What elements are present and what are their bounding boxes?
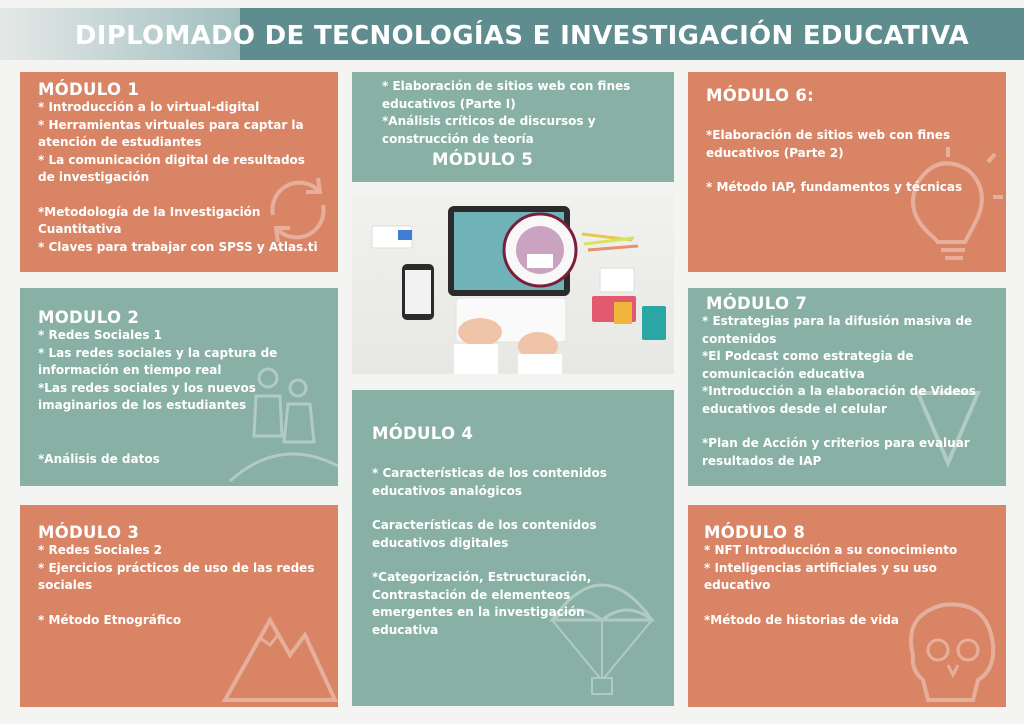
module-4-item: * Características de los contenidos educativos analógicos	[372, 466, 607, 498]
module-3-card	[20, 505, 338, 707]
module-1-item: * Herramientas virtuales para captar la atención de estudiantes	[38, 117, 304, 149]
module-1-heading: MÓDULO 1	[38, 80, 140, 99]
module-5-item: * Elaboración de sitios web con fines educativos (Parte I)	[382, 79, 631, 111]
triangle-icon	[913, 388, 983, 468]
module-5-heading: MÓDULO 5	[432, 150, 534, 169]
recycle-icon	[258, 170, 338, 250]
module-8-heading: MÓDULO 8	[704, 523, 806, 542]
module-7-item: *Introducción a la elaboración de Videos educativos desde el celular	[702, 384, 976, 416]
mountain-icon	[220, 605, 338, 705]
module-8-item: * NFT Introducción a su conocimiento	[704, 543, 958, 557]
module-8-item: * Inteligencias artificiales y su uso educativo	[704, 560, 937, 592]
module-8-card	[688, 505, 1006, 707]
module-3-item: * Ejercicios prácticos de uso de las redes sociales	[38, 560, 315, 592]
tablet-photo	[352, 194, 674, 374]
module-7-heading: MÓDULO 7	[706, 294, 808, 313]
tablet-desk-illustration	[352, 194, 674, 374]
module-5-card	[352, 72, 674, 182]
module-1-item: * La comunicación digital de resultados de investigación	[38, 152, 305, 184]
module-6-heading: MÓDULO 6:	[706, 86, 815, 105]
module-2-card	[20, 288, 338, 486]
module-7-item: *Plan de Acción y criterios para evaluar resultados de IAP	[702, 436, 970, 468]
module-2-item: * Redes Sociales 1	[38, 328, 163, 342]
module-4-card	[352, 390, 674, 706]
skull-icon	[893, 595, 1003, 705]
module-2-heading: MODULO 2	[38, 308, 140, 327]
module-6-card	[688, 72, 1006, 272]
lightbulb-icon	[893, 142, 1003, 267]
module-1-item: * Claves para trabajar con SPSS y Atlas.ti	[38, 239, 318, 254]
module-2-item: *Las redes sociales y los nuevos imaginarios de los estudiantes	[38, 380, 256, 412]
module-2-item: * Las redes sociales y la captura de información en tiempo real	[38, 345, 278, 377]
module-7-item: *El Podcast como estrategia de comunicación educativa	[702, 349, 914, 381]
title-bar	[0, 8, 1024, 60]
people-icon	[220, 366, 338, 486]
module-5-item: *Análisis críticos de discursos y construcción de teoría	[382, 114, 596, 146]
module-1-item: *Metodología de la Investigación Cuantitativa	[38, 204, 261, 236]
module-7-item: * Estrategias para la difusión masiva de contenidos	[702, 314, 973, 346]
module-6-item: * Método IAP, fundamentos y técnicas	[706, 180, 963, 194]
module-7-card	[688, 288, 1006, 486]
module-4-item: Características de los contenidos educativos digitales	[372, 518, 597, 550]
module-3-item: * Redes Sociales 2	[38, 543, 163, 557]
module-3-heading: MÓDULO 3	[38, 523, 140, 542]
module-3-item: * Método Etnográfico	[38, 612, 182, 627]
module-4-heading: MÓDULO 4	[372, 424, 474, 443]
module-2-item: *Análisis de datos	[38, 451, 160, 466]
module-1-item: * Introducción a lo virtual-digital	[38, 100, 260, 114]
module-8-item: *Método de historias de vida	[704, 612, 900, 627]
module-4-item: *Categorización, Estructuración, Contrastación de elementeos emergentes en la investigación educativa	[372, 570, 592, 637]
module-6-item: *Elaboración de sitios web con fines educativos (Parte 2)	[706, 128, 951, 160]
page-title: DIPLOMADO DE TECNOLOGÍAS E INVESTIGACIÓN EDUCATIVA	[74, 21, 970, 51]
parachute-icon	[542, 560, 662, 700]
module-1-card	[20, 72, 338, 272]
